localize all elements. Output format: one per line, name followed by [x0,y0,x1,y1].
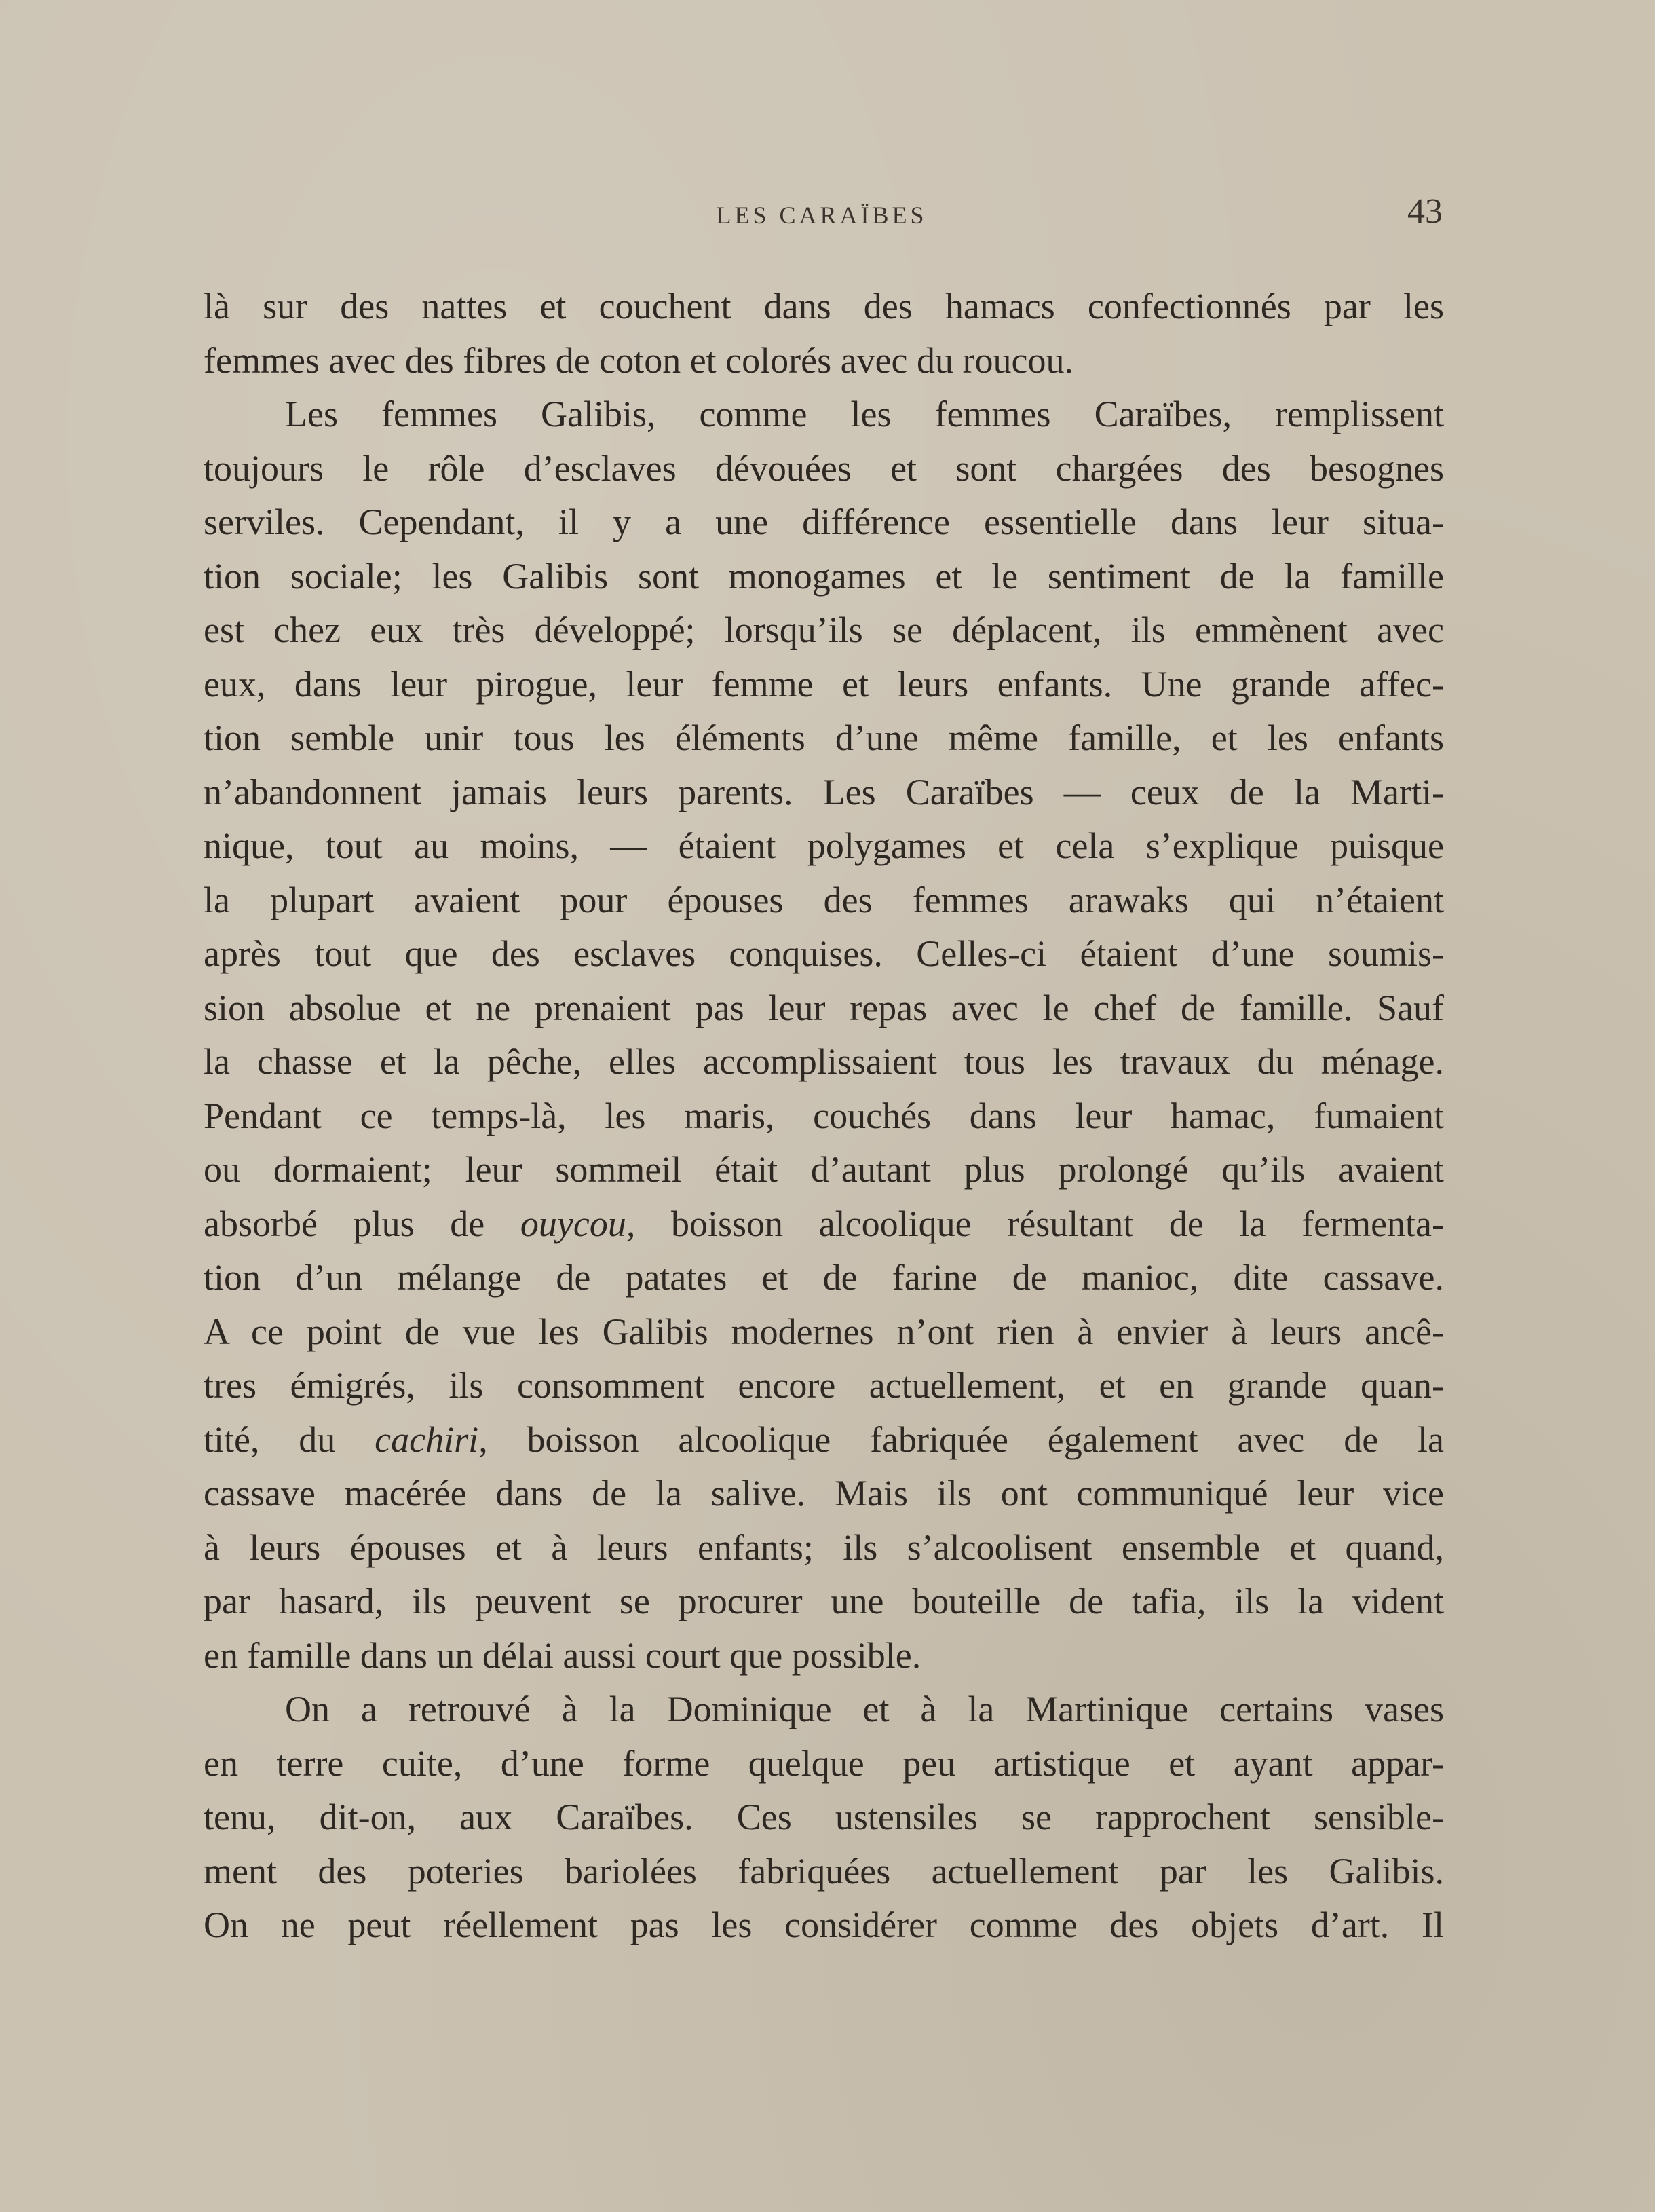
text-line: après tout que des esclaves conquises. Celles-ci étaient d’une soumis- [204,933,1444,974]
text-line: ment des poteries bariolées fabriquées actuellement par les Galibis. [204,1850,1444,1892]
text-line: en famille dans un délai aussi court que possible. [204,1634,921,1676]
text-line: Les femmes Galibis, comme les femmes Caraïbes, remplissent [285,394,1444,434]
text-line: tion d’un mélange de patates et de farine de manioc, dite cassave. [204,1257,1444,1298]
text-line: là sur des nattes et couchent dans des hamacs confectionnés par les [204,286,1444,326]
text-line: tenu, dit-on, aux Caraïbes. Ces ustensiles se rapprochent sensible- [204,1797,1444,1837]
page-number: 43 [1407,192,1443,231]
text-line: la chasse et la pêche, elles accomplissaient tous les travaux du ménage. [204,1041,1444,1082]
text-line: A ce point de vue les Galibis modernes n’ont rien à envier à leurs ancê- [204,1311,1444,1352]
text-line: nique, tout au moins, — étaient polygames et cela s’explique puisque [204,825,1444,866]
text-line: tion semble unir tous les éléments d’une même famille, et les enfants [204,717,1444,758]
text-segment: absorbé plus de [204,1203,520,1244]
italic-term: cachiri, [375,1419,488,1460]
running-title: LES CARAÏBES [716,202,928,229]
text-line: toujours le rôle d’esclaves dévouées et sont chargées des besognes [204,447,1444,489]
text-segment: tité, du [204,1419,375,1460]
text-line-with-italic [204,1197,1444,1252]
text-segment: boisson alcoolique résultant de la fermenta- [635,1203,1444,1244]
text-line: eux, dans leur pirogue, leur femme et leurs enfants. Une grande affec- [204,663,1444,705]
text-line: est chez eux très développé; lorsqu’ils se déplacent, ils emmènent avec [204,610,1444,650]
text-segment: boisson alcoolique fabriquée également avec de la [487,1419,1444,1460]
text-line: Pendant ce temps-là, les maris, couchés dans leur hamac, fumaient [204,1095,1444,1136]
text-line: femmes avec des fibres de coton et colorés avec du roucou. [204,339,1073,381]
text-line-with-italic [204,1413,1444,1467]
body-text [204,280,1444,1953]
page-header [201,191,1443,246]
text-line: On ne peut réellement pas les considérer comme des objets d’art. Il [204,1905,1444,1945]
text-line: tion sociale; les Galibis sont monogames et le sentiment de la famille [204,555,1444,597]
text-line: la plupart avaient pour épouses des femmes arawaks qui n’étaient [204,879,1444,920]
text-line: ou dormaient; leur sommeil était d’autant plus prolongé qu’ils avaient [204,1149,1444,1190]
text-line: sion absolue et ne prenaient pas leur repas avec le chef de famille. Sauf [204,987,1444,1028]
text-line: On a retrouvé à la Dominique et à la Martinique certains vases [285,1689,1444,1729]
text-line: tres émigrés, ils consomment encore actuellement, et en grande quan- [204,1365,1444,1406]
text-line: en terre cuite, d’une forme quelque peu artistique et ayant appar- [204,1742,1444,1784]
text-line: à leurs épouses et à leurs enfants; ils s’alcoolisent ensemble et quand, [204,1526,1444,1568]
text-line: serviles. Cependant, il y a une différence essentielle dans leur situa- [204,502,1444,542]
italic-term: ouycou, [520,1203,636,1244]
text-line: cassave macérée dans de la salive. Mais ils ont communiqué leur vice [204,1473,1444,1514]
text-line: par hasard, ils peuvent se procurer une bouteille de tafia, ils la vident [204,1581,1444,1621]
text-line: n’abandonnent jamais leurs parents. Les Caraïbes — ceux de la Marti- [204,771,1444,812]
